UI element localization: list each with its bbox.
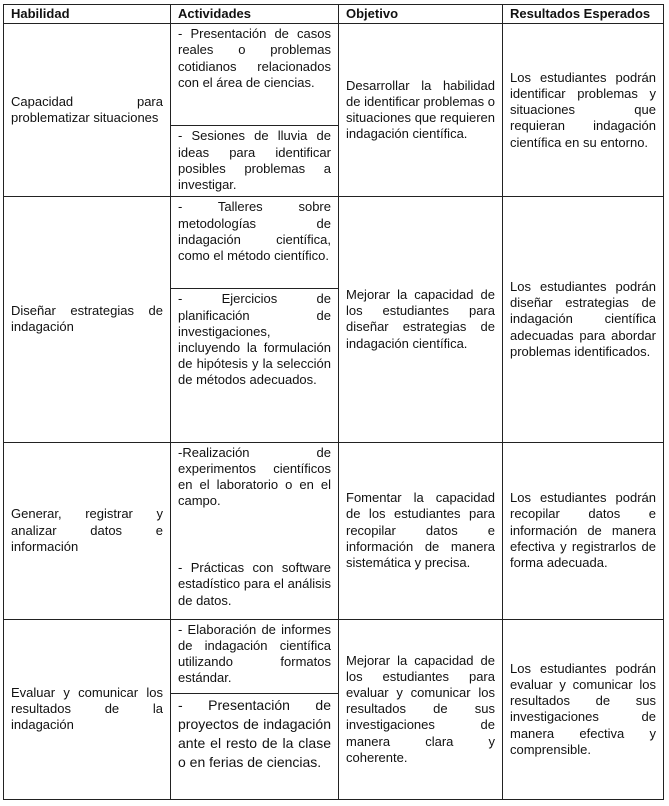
activity-cell: - Presentación de casos reales o problemas cotidianos relacionados con el área de ciencias.: [171, 24, 339, 126]
results-cell: Los estudiantes podrán diseñar estrategias de indagación científica adecuadas para abordar problemas identificados.: [503, 197, 664, 442]
objective-cell: Mejorar la capacidad de los estudiantes para diseñar estrategias de indagación científica.: [339, 197, 503, 442]
objective-cell: Fomentar la capacidad de los estudiantes para recopilar datos e información de manera sistemática y precisa.: [339, 442, 503, 619]
activity-cell: - Talleres sobre metodologías de indagación científica, como el método científico.: [171, 197, 339, 289]
activity-cell: - Prácticas con software estadístico para el análisis de datos.: [171, 560, 339, 619]
activity-cell: - Sesiones de lluvia de ideas para identificar posibles problemas a investigar.: [171, 126, 339, 197]
activity-cell: -Realización de experimentos científicos en el laboratorio o en el campo.: [171, 442, 339, 560]
activity-cell: - Presentación de proyectos de indagación ante el resto de la clase o en ferias de ciencias.: [171, 693, 339, 799]
results-cell: Los estudiantes podrán identificar problemas y situaciones que requieran indagación científica en su entorno.: [503, 24, 664, 197]
activity-cell: - Ejercicios de planificación de investigaciones, incluyendo la formulación de hipótesis y la selección de métodos adecuados.: [171, 289, 339, 442]
skill-cell: Generar, registrar y analizar datos e información: [4, 442, 171, 619]
table-row: [4, 619, 664, 693]
header-resultados: Resultados Esperados: [503, 5, 664, 24]
skill-cell: Capacidad para problematizar situaciones: [4, 24, 171, 197]
results-cell: Los estudiantes podrán evaluar y comunicar los resultados de sus investigaciones de manera efectiva y comprensible.: [503, 619, 664, 799]
header-objetivo: Objetivo: [339, 5, 503, 24]
objective-cell: Mejorar la capacidad de los estudiantes para evaluar y comunicar los resultados de sus investigaciones de manera clara y coherente.: [339, 619, 503, 799]
header-row: [4, 5, 664, 24]
table-row: [4, 442, 664, 560]
activity-cell: - Elaboración de informes de indagación científica utilizando formatos estándar.: [171, 619, 339, 693]
objective-cell: Desarrollar la habilidad de identificar problemas o situaciones que requieren indagación científica.: [339, 24, 503, 197]
competency-table: [3, 4, 664, 800]
table-row: [4, 24, 664, 126]
header-habilidad: Habilidad: [4, 5, 171, 24]
skill-cell: Evaluar y comunicar los resultados de la indagación: [4, 619, 171, 799]
header-actividades: Actividades: [171, 5, 339, 24]
skill-cell: Diseñar estrategias de indagación: [4, 197, 171, 442]
table-row: [4, 197, 664, 289]
results-cell: Los estudiantes podrán recopilar datos e información de manera efectiva y registrarlos de forma adecuada.: [503, 442, 664, 619]
